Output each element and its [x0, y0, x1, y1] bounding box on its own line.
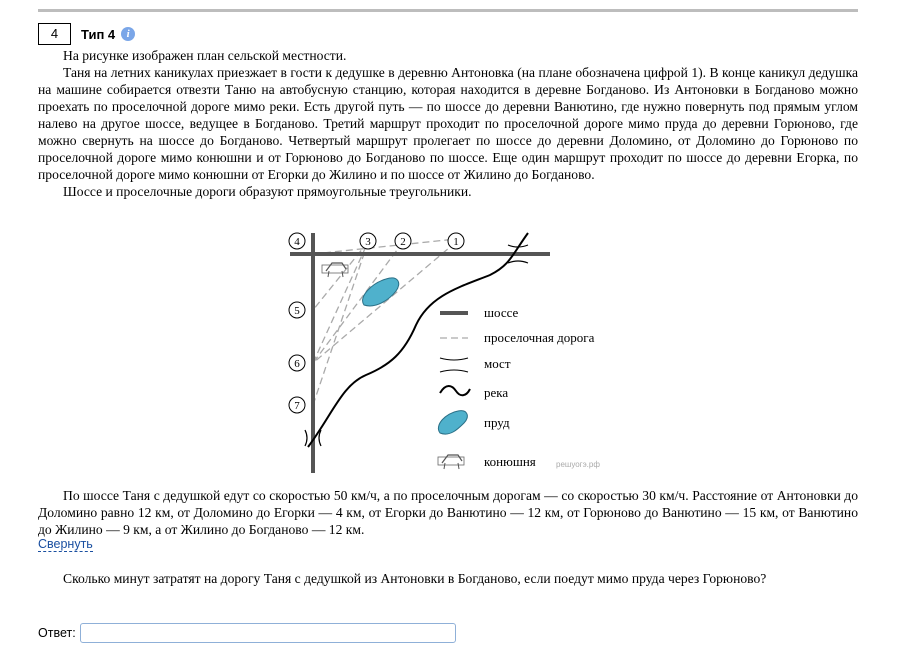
point-label: 3: [365, 236, 371, 248]
stable-icon: [322, 263, 348, 277]
country-road-segment: [313, 239, 456, 254]
map-legend: [438, 305, 600, 469]
country-road-segment: [313, 242, 403, 363]
pond: [363, 278, 399, 306]
legend-pond-symbol: [438, 411, 467, 434]
answer-input[interactable]: [80, 623, 456, 643]
info-icon[interactable]: i: [121, 27, 135, 41]
point-label: 4: [294, 236, 300, 248]
conditions-paragraph: [38, 487, 858, 538]
legend-country-road-label: проселочная дорога: [484, 330, 595, 345]
paragraph-intro: На рисунке изображен план сельской местности.: [63, 48, 347, 63]
legend-bridge-symbol: [440, 358, 468, 372]
point-label: 2: [400, 236, 406, 248]
legend-river-symbol: [440, 386, 470, 395]
legend-bridge-label: мост: [484, 356, 511, 371]
point-label: 7: [294, 400, 300, 412]
legend-stable-symbol: [438, 455, 464, 469]
task-number: 4: [38, 23, 71, 45]
legend-stable-label: конюшня: [484, 454, 536, 469]
legend-pond-label: пруд: [484, 415, 510, 430]
answer-row: [38, 623, 456, 643]
point-label: 6: [294, 358, 300, 370]
problem-statement: [38, 47, 858, 200]
question-text: Сколько минут затратят на дорогу Таня с дедушкой из Антоновки в Богданово, если поедут мимо пруда через Горюново?: [63, 571, 767, 586]
legend-highway-label: шоссе: [484, 305, 519, 320]
answer-label: Ответ:: [38, 626, 76, 640]
point-label: 5: [294, 305, 300, 317]
country-road-segment: [313, 242, 368, 363]
collapse-link[interactable]: Свернуть: [38, 537, 93, 551]
paragraph-triangles: Шоссе и проселочные дороги образуют прямоугольные треугольники.: [63, 184, 472, 199]
paragraph-routes: Таня на летних каникулах приезжает в гости к дедушке в деревню Антоновка (на плане обозначена цифрой 1). В конце каникул дедушка на машине собирается отвезти Таню на автобусную станцию, которая находится в деревне Богданово. Из Антоновки в Богданово можно проехать по проселочной дороге мимо реки. Есть другой путь — по шоссе до деревни Ванютино, где нужно повернуть под прямым углом налево на другое шоссе, ведущее в Богданово. Третий маршрут проходит по проселочной дороге мимо пруда до деревни Горюново, где можно свернуть на шоссе до Богданово. Четвертый маршрут пролегает по шоссе до деревни Доломино, от Доломино до Горюново по проселочной дороге мимо конюшни и от Горюново до Богданово по шоссе. Еще один маршрут проходит по шоссе до деревни Егорка, по проселочной дороге мимо конюшни от Егорки до Жилино и по шоссе от Жилино до Богданово.: [38, 65, 858, 182]
top-divider: [38, 9, 858, 12]
legend-river-label: река: [484, 385, 509, 400]
task-type-label: Тип 4: [81, 26, 116, 42]
question-block: [38, 570, 858, 587]
paragraph-speeds: По шоссе Таня с дедушкой едут со скоростью 50 км/ч, а по проселочным дорогам — со скоростью 30 км/ч. Расстояние от Антоновки до Доломино равно 12 км, от Доломино до Егорки — 4 км, от Егорки до Ванютино — 12 км, от Горюново до Ванютино — 15 км, от Ванютино до Жилино — 9 км, а от Жилино до Богданово — 12 км.: [38, 488, 858, 537]
country-roads: [313, 239, 456, 405]
map-points: [289, 233, 464, 413]
point-label: 1: [453, 236, 459, 248]
watermark: решуогэ.рф: [556, 460, 600, 469]
area-map: [280, 225, 620, 475]
task-header: [38, 22, 135, 46]
